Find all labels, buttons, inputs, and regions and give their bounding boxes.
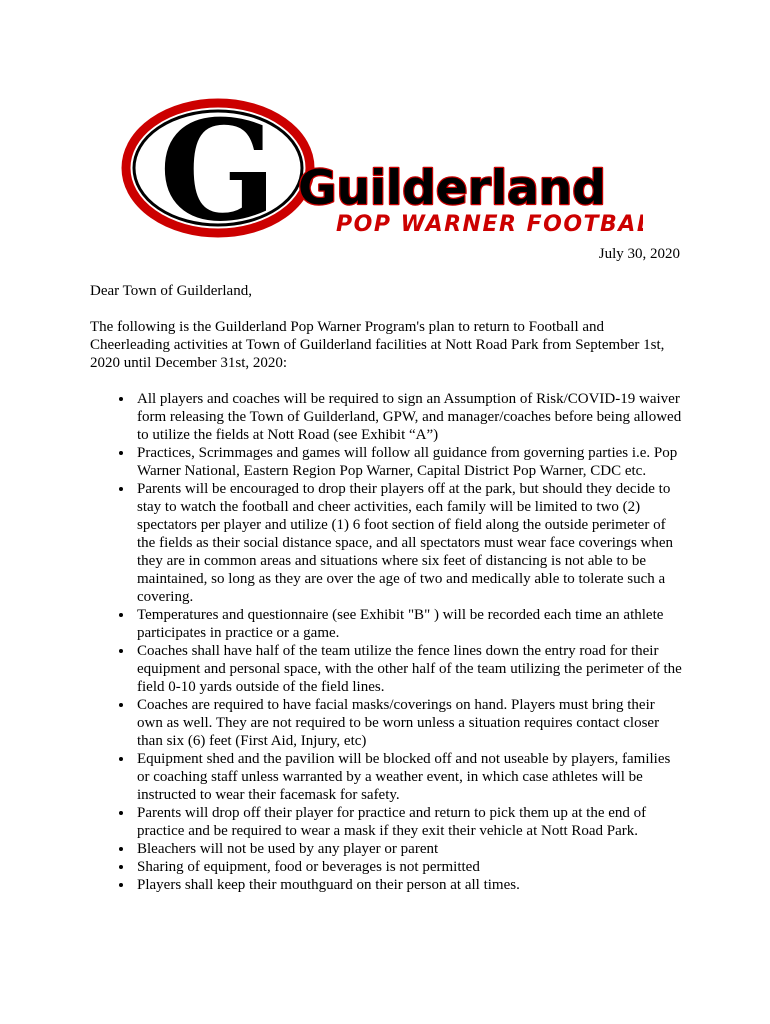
list-item: • Sharing of equipment, food or beverages is not permitted — [134, 858, 682, 876]
salutation: Dear Town of Guilderland, — [90, 283, 252, 299]
list-item: • Bleachers will not be used by any player or parent — [134, 840, 682, 858]
logo-wordmark: Guilderland — [298, 161, 606, 216]
letter-body — [90, 282, 682, 894]
list-item: • Parents will be encouraged to drop their players off at the park, but should they decide to stay to watch the football and cheer activities, each family will be limited to two (2) spectators per player and utilize (1) 6 foot section of field along the outside perimeter of the fields as their social distance space, and all spectators must wear face coverings when they are in common areas and situations where six feet of distancing is not able to be maintained, so long as they are over the age of two and medically able to tolerate such a covering. — [134, 480, 682, 606]
logo-letter-g: G — [159, 97, 277, 239]
list-item: • Parents will drop off their player for practice and return to pick them up at the end of practice and be required to wear a mask if they exit their vehicle at Nott Road Park. — [134, 804, 682, 840]
logo — [118, 97, 643, 239]
pop-warner-logo-icon — [118, 97, 643, 239]
bullet-list — [90, 390, 682, 894]
logo-subtitle: POP WARNER FOOTBALL — [336, 212, 643, 237]
list-item: • Coaches shall have half of the team utilize the fence lines down the entry road for their equipment and personal space, with the other half of the team utilizing the perimeter of the field 0-10 yards outside of the field lines. — [134, 642, 682, 696]
intro-paragraph: The following is the Guilderland Pop Warner Program's plan to return to Football and Cheerleading activities at Town of Guilderland facilities at Nott Road Park from September 1st, 2020 until December 31st, 2020: — [90, 319, 665, 371]
letter-date: July 30, 2020 — [598, 246, 680, 262]
list-item: • Coaches are required to have facial masks/coverings on hand. Players must bring their own as well. They are not required to be worn unless a situation requires contact closer than six (6) feet (First Aid, Injury, etc) — [134, 696, 682, 750]
list-item: • Temperatures and questionnaire (see Exhibit "B" ) will be recorded each time an athlete participates in practice or a game. — [134, 606, 682, 642]
list-item: • Practices, Scrimmages and games will follow all guidance from governing parties i.e. Pop Warner National, Eastern Region Pop Warner, Capital District Pop Warner, CDC etc. — [134, 444, 682, 480]
list-item: • Equipment shed and the pavilion will be blocked off and not useable by players, families or coaching staff unless warranted by a weather event, in which case athletes will be instructed to wear their facemask for safety. — [134, 750, 682, 804]
list-item: • Players shall keep their mouthguard on their person at all times. — [134, 876, 682, 894]
list-item: • All players and coaches will be required to sign an Assumption of Risk/COVID-19 waiver form releasing the Town of Guilderland, GPW, and manager/coaches before being allowed to utilize the fields at Nott Road (see Exhibit “A”) — [134, 390, 682, 444]
